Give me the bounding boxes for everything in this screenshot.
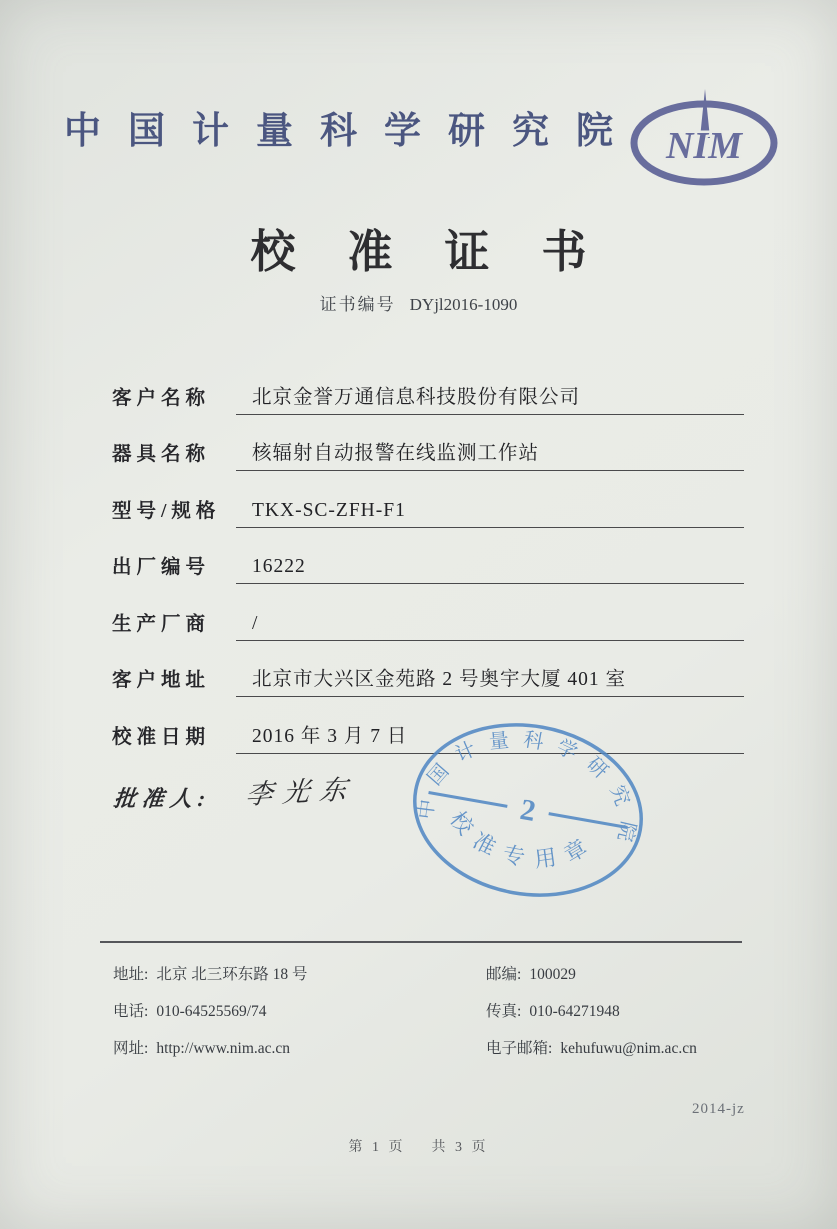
- logo-text: NIM: [665, 125, 743, 167]
- address-value: 北京 北三环东路 18 号: [156, 966, 308, 983]
- phone-label: 电话:: [113, 1003, 149, 1020]
- certificate-number-label: 证书编号: [319, 295, 396, 314]
- field-label: 器具名称: [112, 444, 211, 465]
- certificate-number-line: [0, 290, 837, 315]
- certificate-number-value: DYjl2016-1090: [409, 295, 518, 314]
- address-line: [113, 962, 307, 984]
- contact-row-2: [0, 999, 837, 1036]
- postcode-line: [486, 962, 576, 984]
- email-value: kehufuwu@nim.ac.cn: [560, 1040, 697, 1057]
- postcode-value: 100029: [529, 966, 576, 983]
- field-value: TKX-SC-ZFH-F1: [236, 500, 744, 528]
- page-total: 共 3 页: [431, 1140, 489, 1155]
- field-value: /: [236, 613, 744, 641]
- address-label: 地址:: [113, 966, 149, 983]
- field-row-customer-address: [112, 641, 744, 698]
- svg-text:中国计量科学研究院: [412, 711, 653, 857]
- document-title: 校准证书: [250, 227, 639, 277]
- field-value: 核辐射自动报警在线监测工作站: [236, 437, 744, 471]
- seal-top-text: 中国计量科学研究院: [414, 728, 640, 857]
- field-row-customer-name: [112, 358, 744, 415]
- field-row-serial-number: [112, 528, 744, 585]
- field-label: 型号/规格: [112, 500, 221, 522]
- contact-row-1: [0, 962, 837, 999]
- field-value: 2016 年 3 月 7 日: [236, 720, 744, 754]
- field-label: 客户名称: [112, 387, 211, 409]
- page-current: 第 1 页: [348, 1140, 406, 1155]
- form-code: 2014-jz: [692, 1101, 745, 1117]
- page-number: [0, 1136, 837, 1156]
- website-line: [113, 1036, 290, 1058]
- field-value: 北京市大兴区金苑路 2 号奥宇大厦 401 室: [236, 663, 744, 697]
- institute-name: 中国计量科学研究院: [64, 111, 640, 152]
- field-value: 16222: [236, 556, 744, 584]
- email-line: [486, 1036, 697, 1058]
- approver-row: [114, 782, 211, 813]
- fax-label: 传真:: [486, 1003, 522, 1020]
- field-row-manufacturer: [112, 584, 744, 641]
- seal-bottom-text: 校准专用章: [445, 806, 602, 873]
- website-label: 网址:: [113, 1040, 149, 1057]
- contact-row-3: [0, 1036, 837, 1073]
- field-label: 生产厂商: [112, 613, 211, 635]
- fax-line: [486, 999, 620, 1021]
- approver-label: 批准人:: [112, 786, 213, 811]
- fax-value: 010-64271948: [529, 1003, 620, 1020]
- postcode-label: 邮编:: [486, 966, 522, 983]
- field-label: 客户地址: [112, 670, 211, 691]
- website-value: http://www.nim.ac.cn: [156, 1040, 291, 1057]
- field-row-instrument-name: [112, 415, 744, 472]
- field-label: 出厂编号: [112, 557, 211, 578]
- footer-divider: [100, 941, 742, 943]
- field-value: 北京金誉万通信息科技股份有限公司: [236, 381, 744, 415]
- contact-block: [0, 962, 837, 1073]
- seal-center-number: 2: [517, 792, 539, 829]
- field-label: 校准日期: [112, 726, 211, 748]
- nim-logo: [626, 86, 782, 190]
- phone-line: [113, 999, 267, 1021]
- field-row-model-spec: [112, 471, 744, 528]
- approver-signature: 李光东: [243, 773, 359, 811]
- phone-value: 010-64525569/74: [156, 1003, 267, 1020]
- email-label: 电子邮箱:: [486, 1040, 553, 1057]
